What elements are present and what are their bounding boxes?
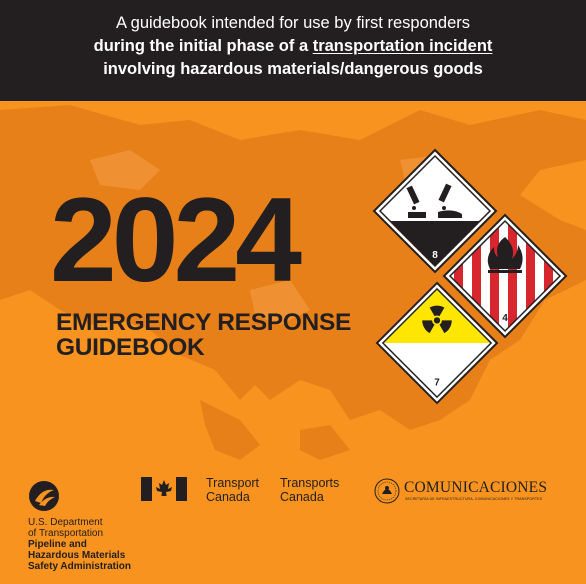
tc-fr-line-1: Transports	[280, 476, 340, 490]
comunicaciones-subtitle: SECRETARÍA DE INFRAESTRUCTURA, COMUNICACIONES Y TRANSPORTES	[405, 497, 543, 501]
banner-line-3: involving hazardous materials/dangerous goods	[103, 60, 483, 78]
phmsa-line-1: Pipeline and	[28, 539, 87, 550]
us-dot-text	[28, 517, 131, 572]
comunicaciones-logo-text: COMUNICACIONES	[404, 479, 548, 496]
tc-fr-line-2: Canada	[280, 490, 324, 504]
header-banner	[0, 0, 586, 101]
banner-line-1: A guidebook intended for use by first responders	[115, 14, 471, 32]
guidebook-title	[56, 310, 351, 360]
mexico-seal-icon	[374, 478, 400, 504]
class-7-number: 7	[434, 377, 440, 389]
title-line-1: EMERGENCY RESPONSE	[56, 309, 352, 336]
tc-en-line-1: Transport	[206, 476, 260, 490]
dot-line-1: U.S. Department	[28, 517, 103, 528]
us-dot-logo	[28, 480, 60, 512]
canada-flag-icon	[141, 477, 187, 501]
phmsa-line-2: Hazardous Materials	[28, 550, 126, 561]
edition-year: 2024	[50, 173, 297, 307]
tc-en-line-2: Canada	[206, 490, 250, 504]
placard-class-7	[375, 281, 499, 405]
title-line-2: GUIDEBOOK	[56, 334, 205, 361]
transport-canada-en	[206, 476, 259, 504]
class-8-number: 8	[432, 250, 438, 261]
banner-line-2	[0, 35, 586, 58]
dot-line-2: of Transportation	[28, 528, 104, 539]
banner-line-2-prefix: during the initial phase of a	[93, 37, 313, 55]
class-4-number: 4	[502, 313, 508, 324]
phmsa-line-3: Safety Administration	[28, 561, 131, 572]
transports-canada-fr	[280, 476, 339, 504]
transportation-incident-link[interactable]: transportation incident	[312, 37, 493, 55]
